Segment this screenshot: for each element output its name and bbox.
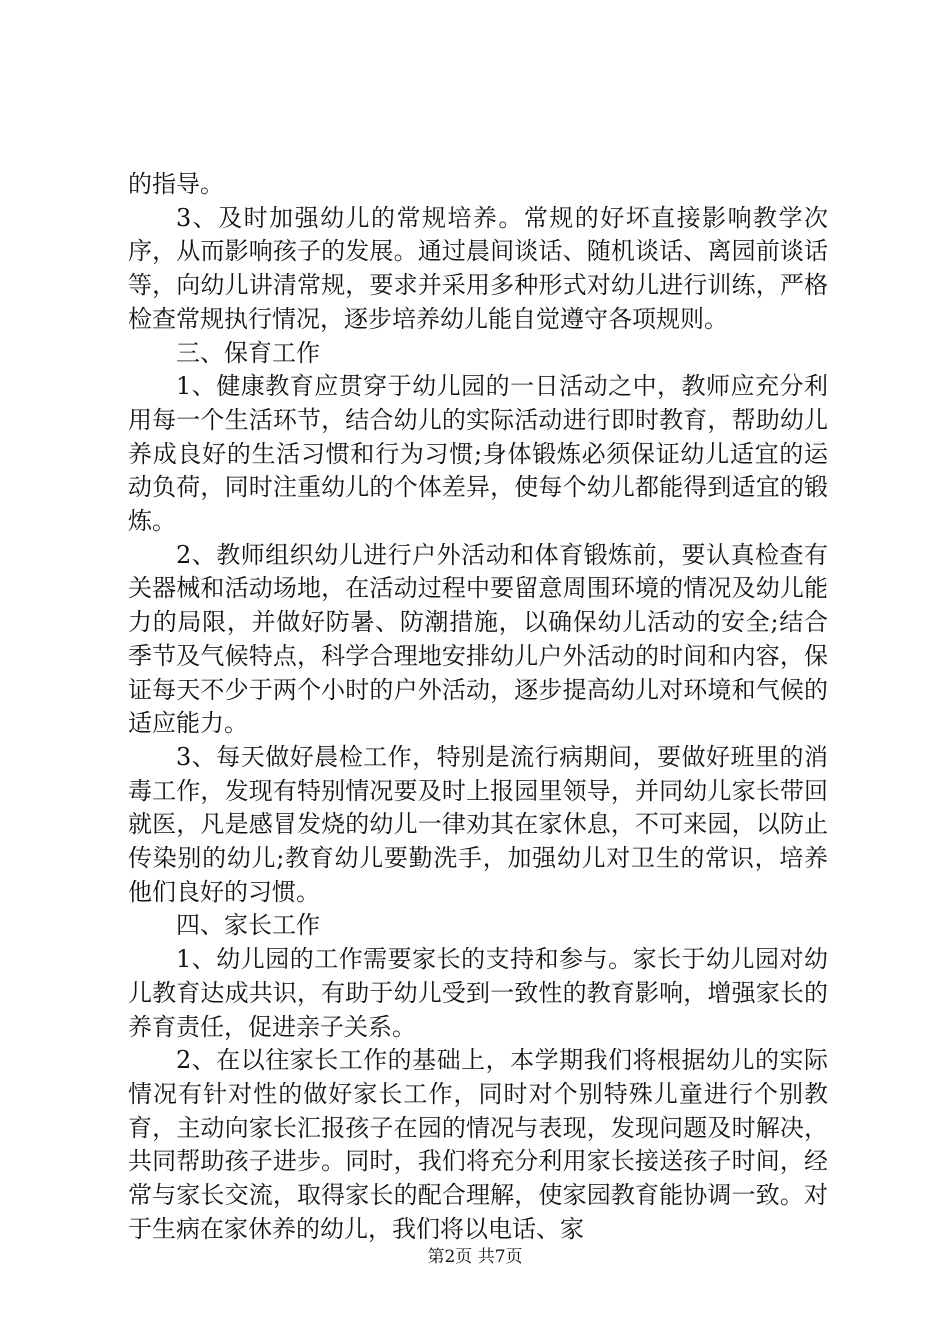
page-number-footer: 第2页 共7页	[427, 1247, 523, 1267]
section-heading-parents: 四、家长工作	[176, 911, 320, 940]
paragraph-8: 1、幼儿园的工作需要家长的支持和参与。家长于幼儿园对幼儿教育达成共识，有助于幼儿受到一致性的教育影响，增强家长的养育责任，促进亲子关系。	[128, 945, 828, 1041]
paragraph-5: 2、教师组织幼儿进行户外活动和体育锻炼前，要认真检查有关器械和活动场地，在活动过程中要留意周围环境的情况及幼儿能力的局限，并做好防暑、防潮措施，以确保幼儿活动的安全;结合季节及气候特点，科学合理地安排幼儿户外活动的时间和内容，保证每天不少于两个小时的户外活动，逐步提高幼儿对环境和气候的适应能力。	[128, 540, 828, 738]
section-heading-childcare: 三、保育工作	[176, 338, 320, 367]
paragraph-4: 1、健康教育应贯穿于幼儿园的一日活动之中，教师应充分利用每一个生活环节，结合幼儿的实际活动进行即时教育，帮助幼儿养成良好的生活习惯和行为习惯;身体锻炼必须保证幼儿适宜的运动负荷，同时注重幼儿的个体差异，使每个幼儿都能得到适宜的锻炼。	[128, 372, 828, 536]
paragraph-2: 3、及时加强幼儿的常规培养。常规的好坏直接影响教学次序，从而影响孩子的发展。通过晨间谈话、随机谈话、离园前谈话等，向幼儿讲清常规，要求并采用多种形式对幼儿进行训练，严格检查常规执行情况，逐步培养幼儿能自觉遵守各项规则。	[128, 203, 828, 333]
paragraph-6: 3、每天做好晨检工作，特别是流行病期间，要做好班里的消毒工作，发现有特别情况要及时上报园里领导，并同幼儿家长带回就医，凡是感冒发烧的幼儿一律劝其在家休息，不可来园，以防止传染别的幼儿;教育幼儿要勤洗手，加强幼儿对卫生的常识，培养他们良好的习惯。	[128, 742, 828, 906]
paragraph-1: 的指导。	[128, 170, 224, 198]
paragraph-9: 2、在以往家长工作的基础上，本学期我们将根据幼儿的实际情况有针对性的做好家长工作，同时对个别特殊儿童进行个别教育，主动向家长汇报孩子在园的情况与表现，发现问题及时解决，共同帮助孩子进步。同时，我们将充分利用家长接送孩子时间，经常与家长交流，取得家长的配合理解，使家园教育能协调一致。对于生病在家休养的幼儿，我们将以电话、家	[128, 1046, 828, 1243]
document-body	[128, 168, 828, 1247]
